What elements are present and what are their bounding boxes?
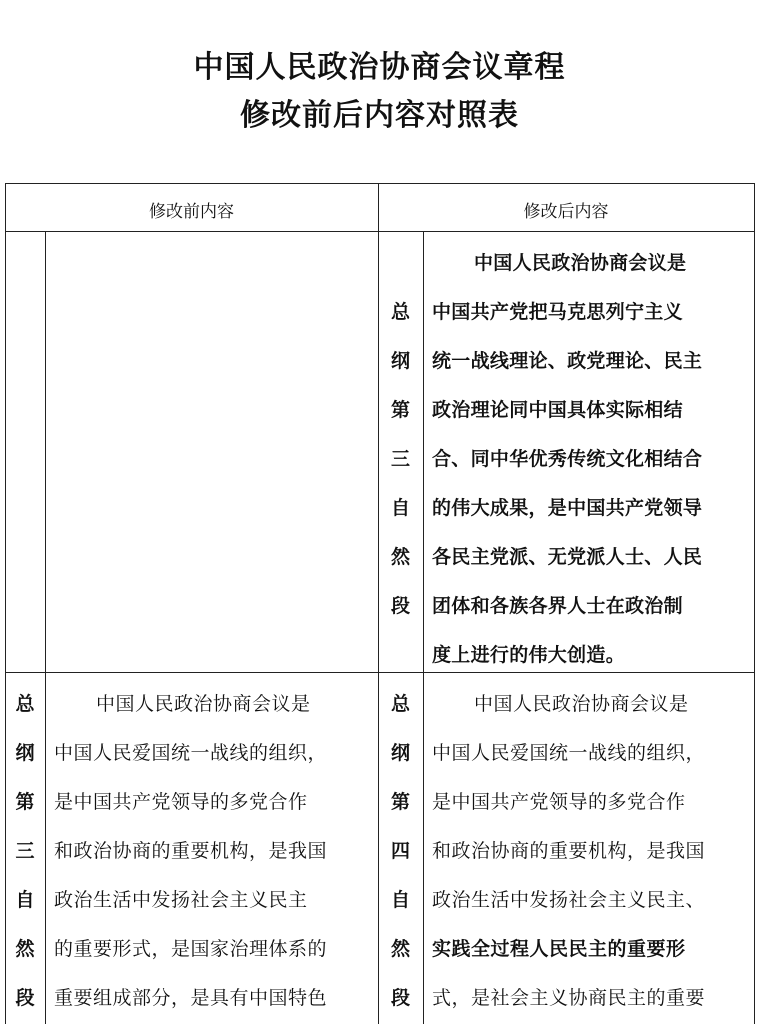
label-char: 段 — [390, 595, 410, 617]
text-line: 是中国共产党领导的多党合作 — [432, 791, 686, 813]
document-title-line1: 中国人民政治协商会议章程 — [193, 50, 566, 85]
label-char: 总 — [390, 301, 410, 323]
text-line: 的重要形式，是国家治理体系的 — [54, 938, 328, 960]
label-char: 总 — [15, 693, 35, 715]
table-top-border — [5, 183, 755, 184]
label-char: 第 — [15, 791, 35, 813]
text-line: 式，是社会主义协商民主的重要 — [432, 987, 706, 1009]
text-line: 团体和各族各界人士在政治制 — [432, 595, 683, 617]
label-char: 自 — [390, 889, 410, 911]
text-line: 政治理论同中国具体实际相结 — [432, 399, 683, 421]
label-char: 纲 — [390, 350, 410, 372]
text-line: 的伟大成果，是中国共产党领导 — [432, 497, 703, 519]
text-line: 统一战线理论、政党理论、民主 — [432, 350, 703, 372]
label-char: 段 — [390, 987, 410, 1009]
text-line: 中国人民政治协商会议是 — [474, 693, 689, 715]
text-line: 中国人民爱国统一战线的组织， — [432, 742, 706, 764]
after-label-divider — [423, 231, 424, 1024]
label-char: 纲 — [390, 742, 410, 764]
text-line: 中国人民爱国统一战线的组织， — [54, 742, 328, 764]
table-right-border — [754, 183, 755, 1024]
row2-before-text — [54, 680, 376, 1023]
label-char: 段 — [15, 987, 35, 1009]
text-line: 和政治协商的重要机构，是我国 — [432, 840, 706, 862]
label-char: 纲 — [15, 742, 35, 764]
text-line: 政治生活中发扬社会主义民主 — [54, 889, 308, 911]
header-bottom-border — [5, 231, 755, 232]
label-char: 第 — [390, 791, 410, 813]
text-line: 中国共产党把马克思列宁主义 — [432, 301, 683, 323]
text-line: 重要组成部分，是具有中国特色 — [54, 987, 328, 1009]
row2-after-label — [378, 680, 423, 1023]
text-line: 实践全过程人民民主的重要形 — [432, 938, 686, 960]
row1-after-label — [378, 288, 423, 631]
label-char: 自 — [15, 889, 35, 911]
text-line: 中国人民政治协商会议是 — [474, 252, 687, 274]
text-line: 中国人民政治协商会议是 — [96, 693, 311, 715]
text-line: 是中国共产党领导的多党合作 — [54, 791, 308, 813]
text-line: 各民主党派、无党派人士、人民 — [432, 546, 703, 568]
label-char: 然 — [390, 546, 410, 568]
row2-before-label — [5, 680, 45, 1023]
label-char: 三 — [15, 840, 35, 862]
label-char: 第 — [390, 399, 410, 421]
text-line: 合、同中华优秀传统文化相结合 — [432, 448, 703, 470]
before-label-divider — [45, 231, 46, 1024]
label-char: 然 — [15, 938, 35, 960]
row1-after-text — [432, 239, 752, 680]
label-char: 三 — [390, 448, 410, 470]
header-before: 修改前内容 — [149, 202, 234, 222]
label-char: 总 — [390, 693, 410, 715]
header-after: 修改后内容 — [523, 202, 609, 222]
label-char: 四 — [390, 840, 410, 862]
row2-after-text — [432, 680, 752, 1023]
document-title-line2: 修改前后内容对照表 — [240, 98, 519, 133]
text-line: 度上进行的伟大创造。 — [432, 644, 626, 666]
text-line: 政治生活中发扬社会主义民主、 — [432, 889, 706, 911]
label-char: 然 — [390, 938, 410, 960]
label-char: 自 — [390, 497, 410, 519]
text-line: 和政治协商的重要机构，是我国 — [54, 840, 328, 862]
